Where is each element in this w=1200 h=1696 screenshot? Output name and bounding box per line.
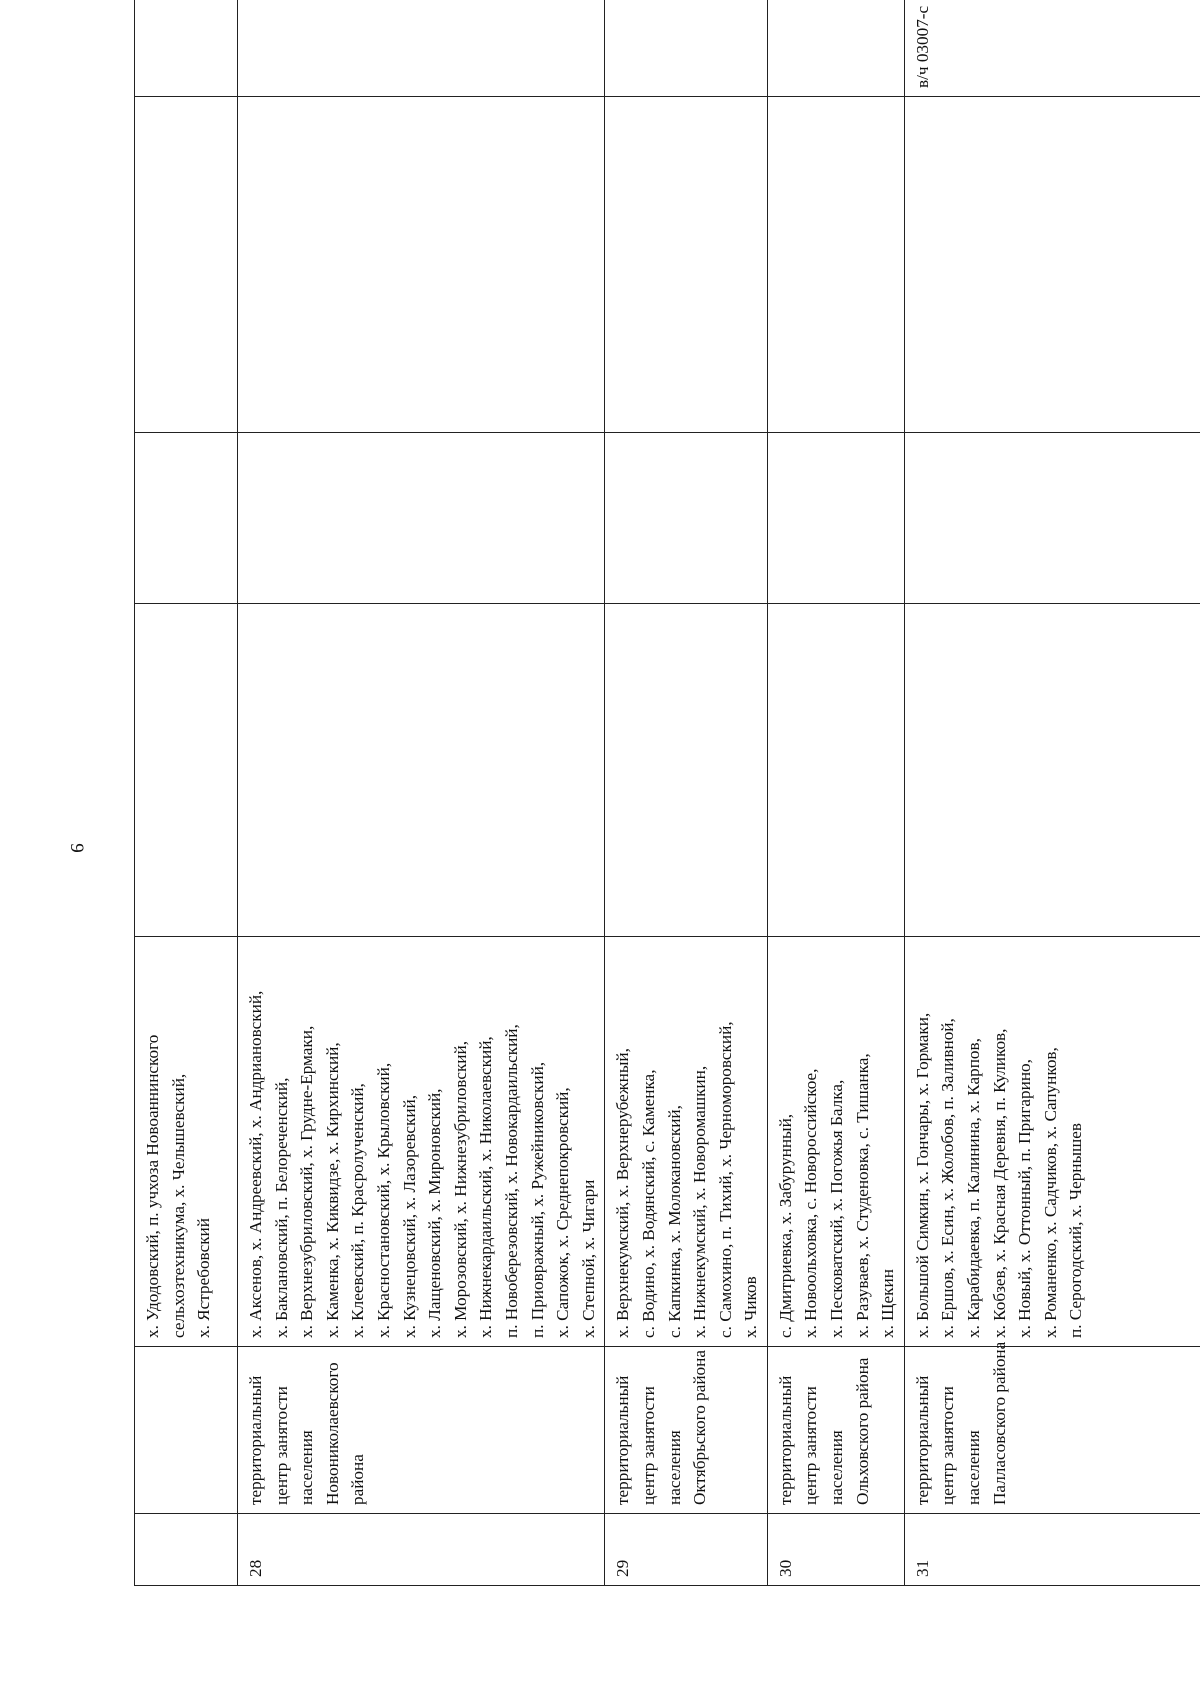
employment-center: [904, 1341, 1200, 1514]
empty-cell: [767, 433, 904, 604]
settlements-list-line: с. Капкинка, х. Молокановский,: [664, 1105, 684, 1338]
employment-center-line: населения: [664, 1430, 684, 1505]
employment-center-line: Октябрьского района: [690, 1350, 710, 1505]
table-row: [238, 0, 605, 1586]
settlements-list-line: х. Большой Симкин, х. Гончары, х. Гормаки,: [912, 1012, 932, 1338]
settlements-list-line: х. Верхнекумский, х. Верхнерубежный,: [613, 1048, 633, 1338]
settlements-list-line: х. Каменка, х. Киквидзе, х. Кирхинский,: [322, 1042, 342, 1338]
employment-center: [767, 1347, 904, 1514]
employment-center-line: территориальный: [613, 1375, 633, 1505]
rotated-page-content: [134, 5, 1116, 1586]
table-row: [135, 0, 238, 1586]
empty-cell: [904, 604, 1200, 937]
row-number: 30: [767, 1514, 904, 1586]
settlements-list-line: х. Нижнекумский, х. Новоромашкин,: [690, 1065, 710, 1338]
page-number: 9: [66, 843, 87, 853]
settlements-list-line: с. Водино, х. Водянский, с. Каменка,: [638, 1069, 658, 1338]
employment-center-line: центр занятости: [638, 1386, 658, 1505]
settlements-list-line: х. Песковатский, х. Погожья Балка,: [827, 1079, 847, 1338]
military-unit: [135, 0, 238, 97]
settlements-list-line: х. Новоольховка, с. Новороссийское,: [801, 1068, 821, 1338]
employment-center: [605, 1347, 768, 1514]
settlements-list: [767, 937, 904, 1347]
row-number: 29: [605, 1514, 768, 1586]
employment-center-line: Ольховского района: [852, 1357, 872, 1505]
settlements-list-line: х. Карабидаевка, п. Калинина, х. Карпов,: [964, 1038, 984, 1338]
settlements-list-line: х. Новый, х. Оттонный, п. Пригарино,: [1015, 1059, 1035, 1338]
employment-center-line: населения: [964, 1430, 984, 1505]
empty-cell: [135, 433, 238, 604]
military-unit: [605, 0, 768, 97]
settlements-list-line: п. Серогодский, х. Чернышев: [1066, 1122, 1086, 1338]
employment-center-line: территориальный: [775, 1375, 795, 1505]
settlements-list-line: х. Разуваев, х. Студеновка, с. Тишанка,: [852, 1053, 872, 1338]
empty-cell: [605, 604, 768, 937]
empty-cell: [135, 97, 238, 433]
settlements-list-line: х. Нижнекардаильский, х. Николаевский,: [476, 1036, 496, 1338]
empty-cell: [135, 604, 238, 937]
table-row: [605, 0, 768, 1586]
settlements-list-line: х. Лащеновский, х. Мироновский,: [425, 1088, 445, 1338]
employment-center-line: территориальный: [912, 1375, 932, 1505]
settlements-list-line: х. Сапожок, х. Среднепокровский,: [553, 1087, 573, 1338]
employment-center-line: центр занятости: [801, 1386, 821, 1505]
employment-center-line: района: [348, 1454, 368, 1505]
empty-cell: [605, 433, 768, 604]
empty-cell: [904, 433, 1200, 604]
row-number: 31: [904, 1514, 1200, 1586]
empty-cell: [238, 604, 605, 937]
settlements-list-line: х. Щекин: [878, 1269, 898, 1338]
employment-center-line: населения: [827, 1430, 847, 1505]
employment-center-line: населения: [297, 1430, 317, 1505]
settlements-list-line: х. Красностановский, х. Крыловский,: [373, 1062, 393, 1338]
empty-cell: [605, 97, 768, 433]
empty-cell: [767, 604, 904, 937]
table-row: [767, 0, 904, 1586]
table-row: [904, 0, 1200, 1586]
settlements-list-line: х. Кобзев, х. Красная Деревня, п. Куликов,: [989, 1028, 1009, 1338]
settlements-list-line: с. Самохино, п. Тихий, х. Черноморовский,: [715, 1021, 735, 1338]
settlements-list-line: х. Верхнезубриловский, х. Грудне-Ермаки,: [297, 1025, 317, 1338]
settlements-list-line: х. Чиков: [741, 1276, 761, 1338]
row-number: [135, 1514, 238, 1586]
settlements-list-line: х. Морозовский, х. Нижнезубриловский,: [450, 1041, 470, 1338]
empty-cell: [238, 97, 605, 433]
settlements-list-line: х. Ястребовский: [194, 1218, 214, 1338]
military-unit: [238, 0, 605, 97]
military-unit: в/ч 03007-с: [904, 0, 1200, 97]
settlements-list-line: х. Удодовский, п. учхоза Новоаннинского: [143, 1034, 162, 1338]
settlements-list-line: х. Баклановский, п. Белореченский,: [271, 1077, 291, 1338]
settlements-list-line: п. Новоберезовский, х. Новокардаильский,: [501, 1024, 521, 1338]
employment-center: [238, 1347, 605, 1514]
settlements-list-line: сельхозтехникума, х. Челышевский,: [168, 1073, 188, 1338]
employment-center-line: Палласовского района: [989, 1341, 1009, 1505]
settlements-list-line: х. Романенко, х. Садчиков, х. Сапунков,: [1040, 1047, 1060, 1338]
empty-cell: [904, 97, 1200, 433]
employment-center-line: центр занятости: [271, 1386, 291, 1505]
settlements-list: [135, 937, 238, 1347]
employment-center: [135, 1347, 238, 1514]
employment-center-line: Новониколаевского: [322, 1362, 342, 1505]
settlements-list-line: х. Степной, х. Чигари: [578, 1179, 598, 1338]
settlements-list-line: х. Аксенов, х. Андреевский, х. Андриановский,: [246, 990, 265, 1338]
employment-center-line: центр занятости: [938, 1386, 958, 1505]
settlements-list-line: с. Дмитриевка, х. Забурунный,: [775, 1113, 795, 1338]
settlements-list-line: п. Приовражный, х. Ружейниковский,: [527, 1061, 547, 1338]
settlements-list-line: х. Кузнецовский, х. Лазоревский,: [399, 1094, 419, 1338]
settlements-list-line: х. Клеевский, п. Красролученский,: [348, 1083, 368, 1338]
settlements-list-line: х. Ершов, х. Есин, х. Жолобов, п. Заливной,: [938, 1018, 958, 1338]
empty-cell: [767, 97, 904, 433]
settlements-table: [134, 0, 1200, 1586]
settlements-list: [605, 937, 768, 1347]
military-unit: [767, 0, 904, 97]
settlements-list: [904, 937, 1200, 1347]
empty-cell: [238, 433, 605, 604]
employment-center-line: территориальный: [246, 1375, 265, 1505]
row-number: 28: [238, 1514, 605, 1586]
settlements-list: [238, 937, 605, 1347]
